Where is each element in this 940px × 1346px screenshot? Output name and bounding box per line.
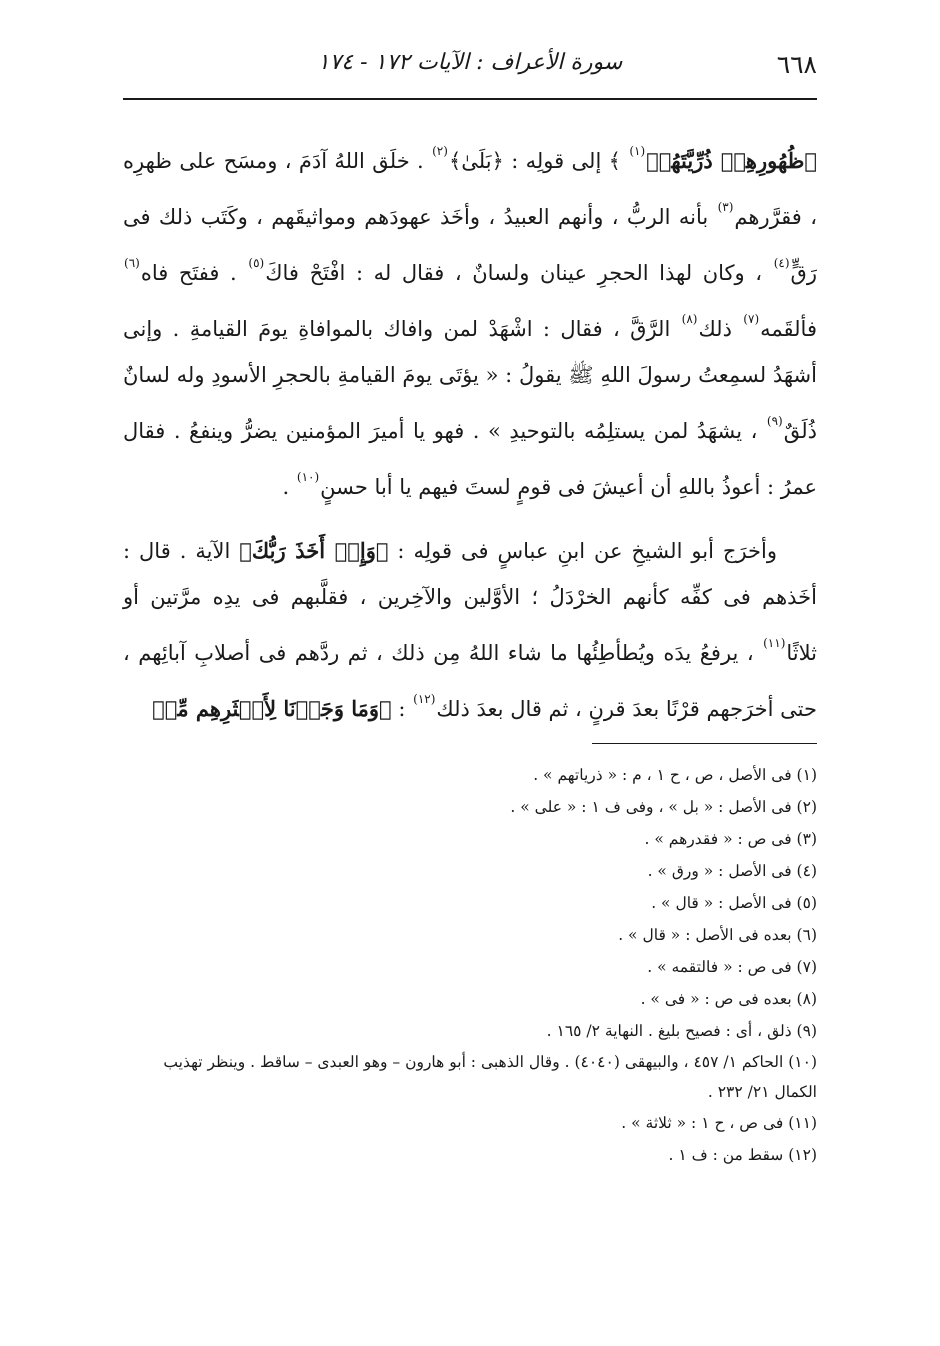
paragraph-2 bbox=[123, 528, 817, 732]
footnote: (٢) فى الأصل : « بل » ، وفى ف ١ : « على » . bbox=[510, 798, 817, 816]
footnote: (١٠) الحاكم ١/ ٤٥٧ ، والبيهقى (٤٠٤٠) . وقال الذهبى : أبو هارون – وهو العبدى – ساقط . وينظر تهذيب الكمال ٢١/ ٢٣٢ . bbox=[163, 1053, 817, 1101]
quran-quote: ﴿وَمَا وَجَدۡنَا لِأَكۡثَرِهِم مِّنۡ bbox=[152, 696, 392, 721]
text-segment: ذلك bbox=[698, 317, 732, 341]
footnote-ref: (١) bbox=[629, 144, 646, 158]
footnote-ref: (٣) bbox=[717, 200, 734, 214]
footnote-ref: (٨) bbox=[681, 312, 698, 326]
footnote: (٩) ذلق ، أى : فصيح بليغ . النهاية ٢/ ١٦٥ . bbox=[546, 1022, 817, 1040]
text-segment: ، يرفعُ يدَه ويُطأطِئُها ما شاء اللهُ مِن ذلك ، ثم ردَّهم فى أصلابِ آبائِهم ، حتى أخرَجهم قرْنًا بعدَ قرنٍ ، ثم قال بعدَ ذلك bbox=[123, 641, 817, 721]
page-number: ٦٦٨ bbox=[776, 50, 817, 79]
main-text bbox=[123, 128, 817, 732]
page-header bbox=[123, 40, 817, 100]
text-segment: الآية . قال : أخَذهم فى كفِّه كأنهم الخرْدَلُ ؛ الأوَّلين والآخِرين ، فقلَّبهم فى يدِه مرَّتين أو ثلاثًا bbox=[123, 539, 817, 665]
text-segment: ﴾ إلى قولِه : ﴿بَلَىٰ﴾ bbox=[448, 149, 621, 173]
footnote: (٧) فى ص : « فالتقمه » . bbox=[647, 958, 817, 976]
footnote-ref: (٤) bbox=[773, 256, 790, 270]
paragraph-1 bbox=[123, 128, 817, 510]
text-segment: فألقَمه bbox=[760, 317, 817, 341]
footnote: (٣) فى ص : « فقدرهم » . bbox=[644, 830, 817, 848]
footnote: (١١) فى ص ، ح ١ : « ثلاثة » . bbox=[621, 1114, 817, 1132]
footnote-ref: (٥) bbox=[248, 256, 265, 270]
footnote-ref: (٦) bbox=[124, 256, 140, 270]
footnote-ref: (٩) bbox=[766, 414, 783, 428]
footnote: (١) فى الأصل ، ص ، ح ١ ، م : « ذرياتهم » . bbox=[533, 766, 817, 784]
footnote: (٥) فى الأصل : « قال » . bbox=[651, 894, 817, 912]
text-segment: . bbox=[282, 475, 290, 499]
text-segment: . ففتَح فاه bbox=[140, 261, 237, 285]
footnote-ref: (١٠) bbox=[296, 470, 320, 484]
quran-quote: ﴿وَإِذۡ أَخَذَ رَبُّكَ﴾ bbox=[239, 538, 389, 563]
text-segment: وأخرَج أبو الشيخِ عن ابنِ عباسٍ فى قولِه : bbox=[397, 539, 777, 563]
text-segment: ، وكان لهذا الحجرِ عينان ولسانٌ ، فقال له : افْتَحْ فاكَ bbox=[265, 261, 763, 285]
text-segment: بأنه الربُّ ، وأنهم العبيدُ ، وأخَذ عهودَهم ومواثيقَهم ، وكَتَب ذلك فى رَقٍّ bbox=[123, 205, 817, 285]
footnote: (٦) بعده فى الأصل : « قال » . bbox=[618, 926, 817, 944]
footnotes-list bbox=[123, 759, 817, 1171]
text-segment: . خلَق اللهُ آدَمَ ، ومسَح على ظهرِه ، فقرَّرهم bbox=[123, 149, 817, 229]
footnote-ref: (١١) bbox=[763, 636, 786, 650]
footnote: (٨) بعده فى ص : « فى » . bbox=[640, 990, 817, 1008]
footnote: (٤) فى الأصل : « ورق » . bbox=[647, 862, 817, 880]
footnote-ref: (٢) bbox=[432, 144, 448, 158]
text-segment: الرَّقَّ ، فقال : اشْهَدْ لمن وافاك بالموافاةِ يومَ القيامةِ . وإنى أشهَدُ لسمِعتُ رسولَ اللهِ ﷺ يقولُ : « يؤتَى يومَ القيامةِ بالحجرِ الأسودِ وله لسانٌ ذُلَقٌ bbox=[123, 317, 817, 443]
text-segment: : bbox=[398, 697, 406, 721]
quran-quote: ﴿ظُهُورِهِمۡ ذُرِّيَّتَهُمۡ bbox=[646, 148, 817, 173]
running-title: سورة الأعراف : الآيات ١٧٢ - ١٧٤ bbox=[317, 50, 623, 75]
footnote: (١٢) سقط من : ف ١ . bbox=[668, 1146, 817, 1164]
footnote-ref: (٧) bbox=[743, 312, 760, 326]
footnote-ref: (١٢) bbox=[413, 692, 436, 706]
text-segment: ، يشهَدُ لمن يستلِمُه بالتوحيدِ » . فهو يا أميرَ المؤمنين يضرُّ وينفعُ . فقال عمرُ : أعوذُ باللهِ أن أعيشَ فى قومٍ لستَ فيهم يا أبا حسنٍ bbox=[123, 419, 817, 499]
footnote-separator bbox=[592, 743, 817, 744]
